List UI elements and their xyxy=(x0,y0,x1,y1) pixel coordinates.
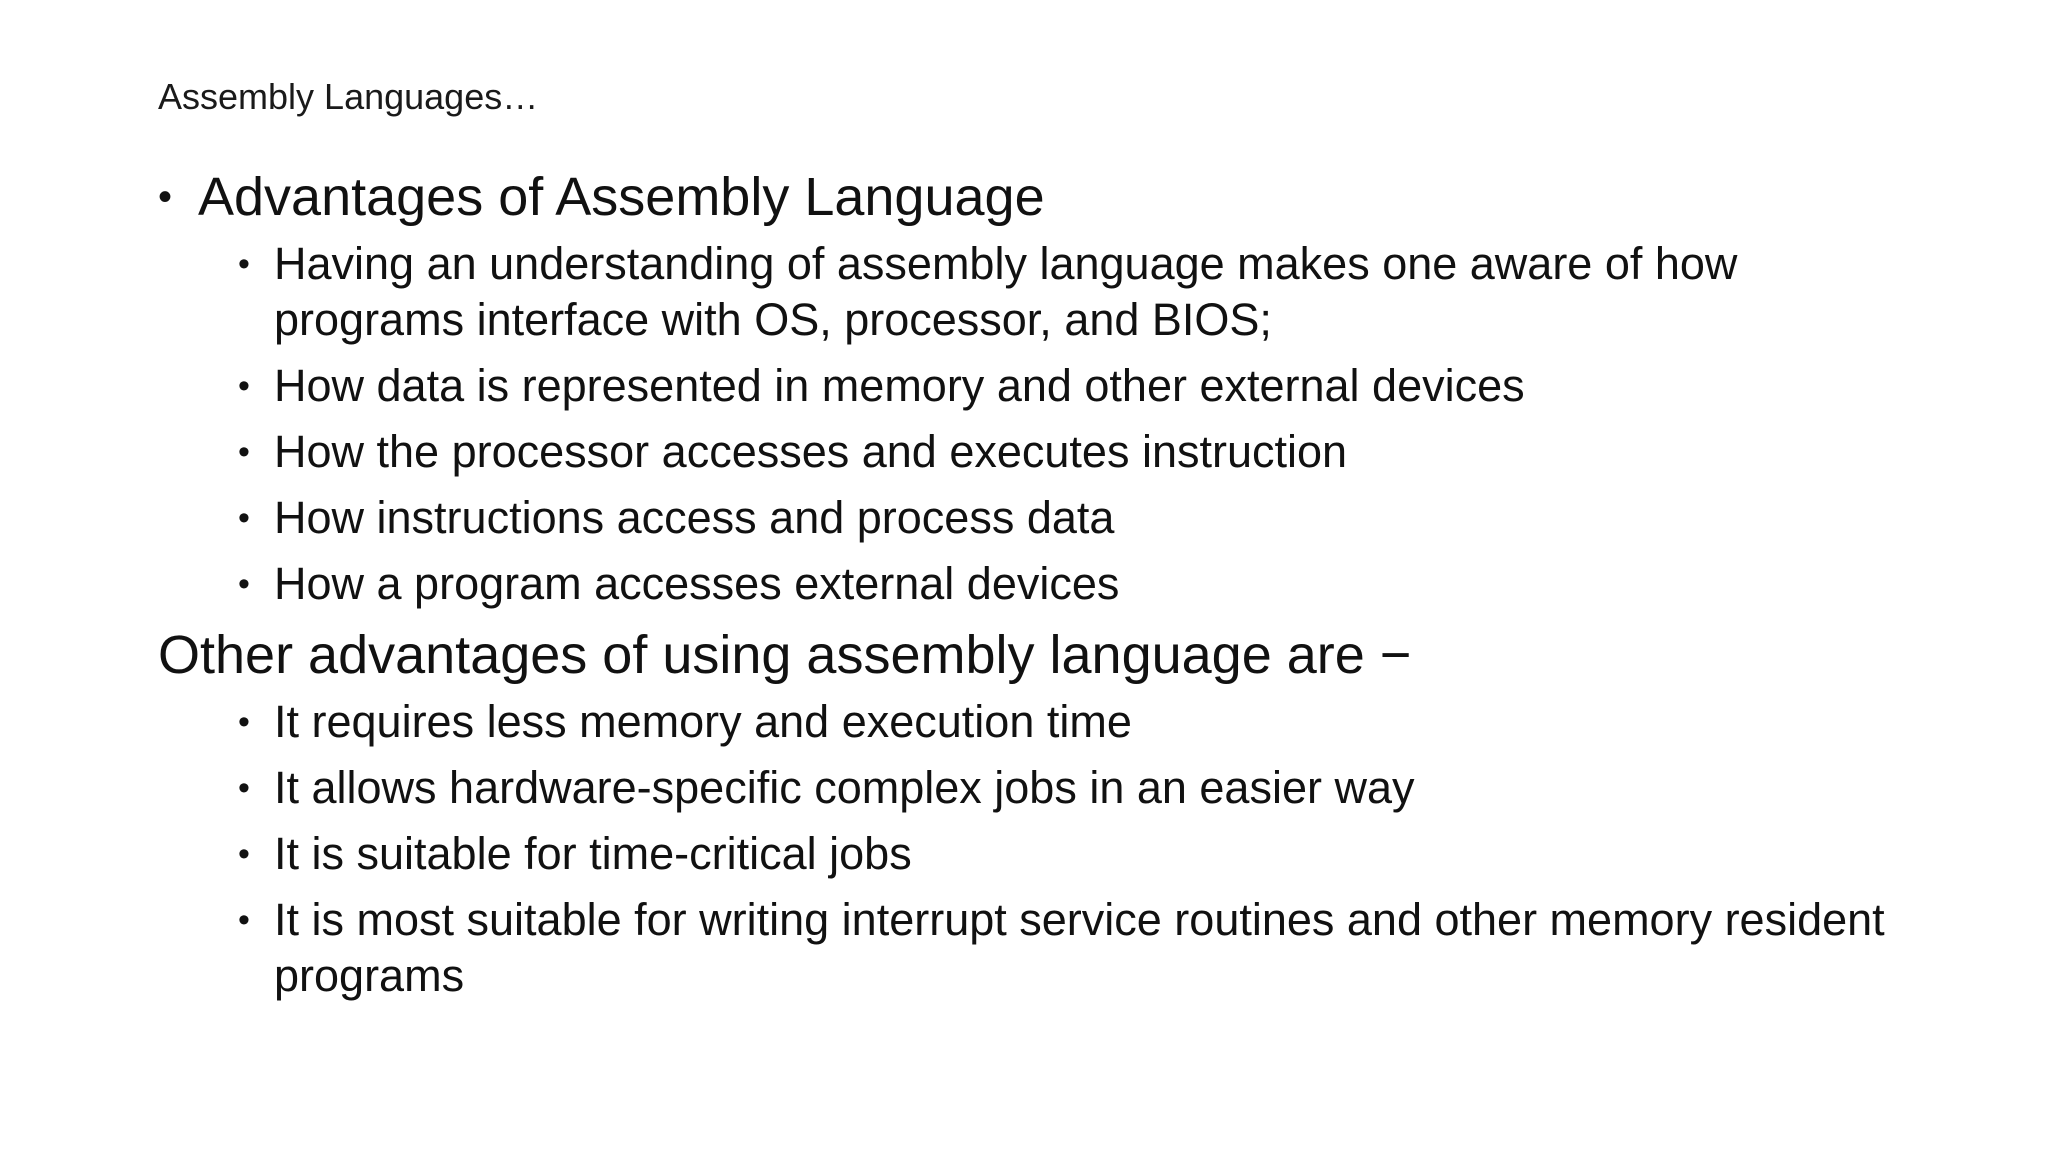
list-item xyxy=(158,760,1918,816)
bullet-icon: • xyxy=(238,433,250,471)
list-item-text: Having an understanding of assembly language makes one aware of how programs interface with OS, processor, and BIOS; xyxy=(274,238,1738,345)
list-item xyxy=(158,236,1918,348)
bullet-icon: • xyxy=(238,835,250,873)
bullet-icon: • xyxy=(238,367,250,405)
list-item xyxy=(158,892,1918,1004)
list-item xyxy=(158,556,1918,612)
list-item-text: How the processor accesses and executes instruction xyxy=(274,426,1348,477)
list-item xyxy=(158,826,1918,882)
list-item xyxy=(158,358,1918,414)
list-item-text: It allows hardware-specific complex jobs in an easier way xyxy=(274,762,1415,813)
advantages-list xyxy=(158,236,1918,612)
bullet-icon: • xyxy=(238,565,250,603)
list-item-text: How instructions access and process data xyxy=(274,492,1115,543)
slide-content xyxy=(158,164,1918,1014)
section-heading-advantages xyxy=(158,164,1918,230)
list-item xyxy=(158,424,1918,480)
bullet-icon: • xyxy=(238,245,250,283)
bullet-icon: • xyxy=(158,175,173,219)
bullet-icon: • xyxy=(238,901,250,939)
section-heading-text: Advantages of Assembly Language xyxy=(198,167,1045,227)
list-item-text: It is most suitable for writing interrupt service routines and other memory resident programs xyxy=(274,894,1885,1001)
list-item xyxy=(158,694,1918,750)
slide-title: Assembly Languages… xyxy=(158,76,539,117)
bullet-icon: • xyxy=(238,703,250,741)
list-item-text: How data is represented in memory and other external devices xyxy=(274,360,1525,411)
list-item-text: It requires less memory and execution time xyxy=(274,696,1132,747)
list-item xyxy=(158,490,1918,546)
other-advantages-list xyxy=(158,694,1918,1004)
list-item-text: It is suitable for time-critical jobs xyxy=(274,828,912,879)
list-item-text: How a program accesses external devices xyxy=(274,558,1120,609)
bullet-icon: • xyxy=(238,499,250,537)
section-heading-other-advantages: Other advantages of using assembly language are − xyxy=(158,625,1412,685)
bullet-icon: • xyxy=(238,769,250,807)
